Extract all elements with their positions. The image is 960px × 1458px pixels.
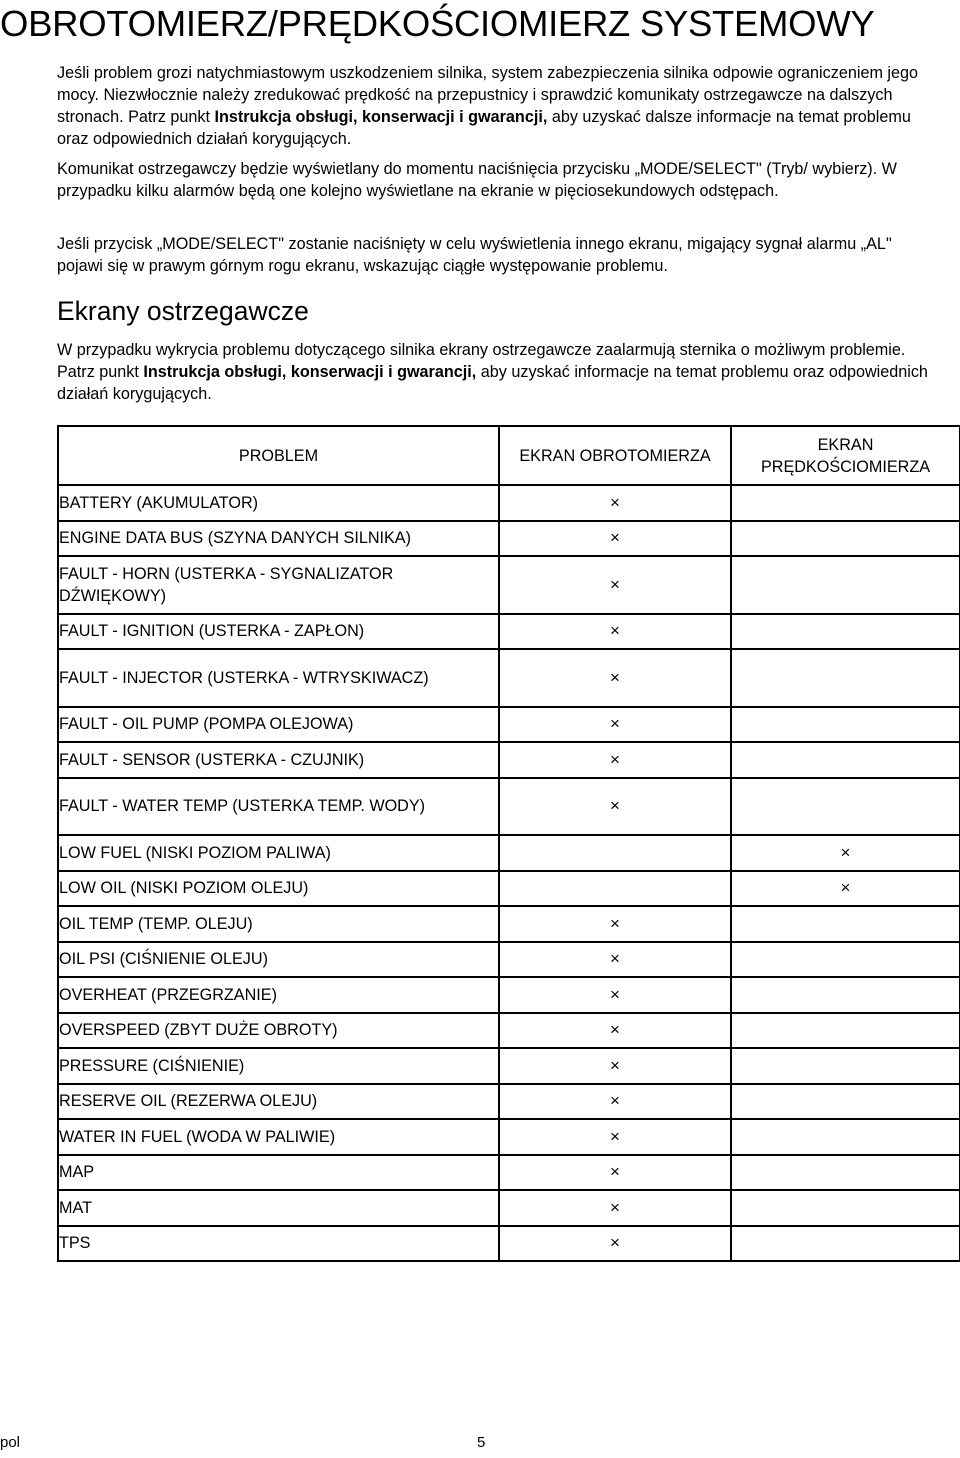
problem-cell: PRESSURE (CIŚNIENIE) bbox=[58, 1048, 499, 1084]
tachometer-mark-cell: × bbox=[499, 707, 731, 743]
table-row bbox=[58, 485, 960, 521]
speedometer-mark-cell bbox=[731, 742, 960, 778]
problem-cell: LOW OIL (NISKI POZIOM OLEJU) bbox=[58, 871, 499, 907]
footer-language: pol bbox=[0, 1434, 21, 1451]
tachometer-mark-cell: × bbox=[499, 1119, 731, 1155]
page-number: 5 bbox=[477, 1434, 486, 1451]
table-header-row bbox=[58, 426, 960, 485]
speedometer-mark-cell bbox=[731, 1084, 960, 1120]
section-paragraph bbox=[57, 339, 937, 405]
section-paragraph-text-b: aby uzyskać informacje na temat problemu oraz odpowiednich działań korygujących. bbox=[57, 363, 928, 403]
tachometer-mark-cell: × bbox=[499, 906, 731, 942]
problem-cell: MAP bbox=[58, 1155, 499, 1191]
tachometer-mark-cell bbox=[499, 835, 731, 871]
tachometer-mark-cell: × bbox=[499, 1155, 731, 1191]
speedometer-mark-cell bbox=[731, 521, 960, 557]
intro-paragraph-3: Jeśli przycisk „MODE/SELECT" zostanie naciśnięty w celu wyświetlenia innego ekranu, migający sygnał alarmu „AL" pojawi się w prawym górnym rogu ekranu, wskazując ciągłe występowanie problemu. bbox=[57, 235, 892, 275]
tachometer-mark-cell: × bbox=[499, 1190, 731, 1226]
page-title: OBROTOMIERZ/PRĘDKOŚCIOMIERZ SYSTEMOWY bbox=[0, 3, 875, 44]
intro-paragraph-1 bbox=[57, 62, 937, 150]
tachometer-mark-cell: × bbox=[499, 521, 731, 557]
tachometer-mark-cell bbox=[499, 871, 731, 907]
speedometer-mark-cell: × bbox=[731, 871, 960, 907]
intro-paragraph-2: Komunikat ostrzegawczy będzie wyświetlany do momentu naciśnięcia przycisku „MODE/SELECT" (Tryb/ wybierz). W przypadku kilku alarmów będą one kolejno wyświetlane na ekranie w pięciosekundowych odstępach. bbox=[57, 160, 897, 200]
table-row bbox=[58, 521, 960, 557]
speedometer-mark-cell bbox=[731, 977, 960, 1013]
table-row bbox=[58, 1013, 960, 1049]
table-row bbox=[58, 1084, 960, 1120]
speedometer-mark-cell bbox=[731, 778, 960, 836]
problem-cell: FAULT - SENSOR (USTERKA - CZUJNIK) bbox=[58, 742, 499, 778]
speedometer-mark-cell bbox=[731, 1226, 960, 1262]
header-tachometer-screen: EKRAN OBROTOMIERZA bbox=[499, 426, 731, 485]
intro-paragraph-1-text-b: aby uzyskać dalsze informacje na temat problemu oraz odpowiednich działań korygujących. bbox=[57, 108, 911, 148]
tachometer-mark-cell: × bbox=[499, 778, 731, 836]
tachometer-mark-cell: × bbox=[499, 649, 731, 707]
speedometer-mark-cell bbox=[731, 1119, 960, 1155]
table-row bbox=[58, 942, 960, 978]
problem-cell: OVERHEAT (PRZEGRZANIE) bbox=[58, 977, 499, 1013]
table-row bbox=[58, 1119, 960, 1155]
problem-cell: FAULT - IGNITION (USTERKA - ZAPŁON) bbox=[58, 614, 499, 650]
table-row bbox=[58, 614, 960, 650]
table-row bbox=[58, 977, 960, 1013]
header-speedometer-screen: EKRAN PRĘDKOŚCIOMIERZA bbox=[731, 426, 960, 485]
problem-cell: LOW FUEL (NISKI POZIOM PALIWA) bbox=[58, 835, 499, 871]
table-row bbox=[58, 906, 960, 942]
problem-cell: ENGINE DATA BUS (SZYNA DANYCH SILNIKA) bbox=[58, 521, 499, 557]
problem-cell: FAULT - HORN (USTERKA - SYGNALIZATOR DŹWIĘKOWY) bbox=[58, 556, 499, 614]
tachometer-mark-cell: × bbox=[499, 1084, 731, 1120]
tachometer-mark-cell: × bbox=[499, 977, 731, 1013]
problem-cell: FAULT - OIL PUMP (POMPA OLEJOWA) bbox=[58, 707, 499, 743]
problem-cell: WATER IN FUEL (WODA W PALIWIE) bbox=[58, 1119, 499, 1155]
tachometer-mark-cell: × bbox=[499, 1226, 731, 1262]
table-row bbox=[58, 649, 960, 707]
tachometer-mark-cell: × bbox=[499, 1013, 731, 1049]
table-row bbox=[58, 1190, 960, 1226]
speedometer-mark-cell bbox=[731, 614, 960, 650]
tachometer-mark-cell: × bbox=[499, 942, 731, 978]
speedometer-mark-cell bbox=[731, 906, 960, 942]
table-row bbox=[58, 1048, 960, 1084]
manual-reference-link-2[interactable]: Instrukcja obsługi, konserwacji i gwarancji, bbox=[143, 363, 477, 381]
speedometer-mark-cell bbox=[731, 556, 960, 614]
tachometer-mark-cell: × bbox=[499, 485, 731, 521]
speedometer-mark-cell: × bbox=[731, 835, 960, 871]
problem-cell: RESERVE OIL (REZERWA OLEJU) bbox=[58, 1084, 499, 1120]
speedometer-mark-cell bbox=[731, 1190, 960, 1226]
speedometer-mark-cell bbox=[731, 649, 960, 707]
speedometer-mark-cell bbox=[731, 1013, 960, 1049]
tachometer-mark-cell: × bbox=[499, 1048, 731, 1084]
table-row bbox=[58, 707, 960, 743]
problem-cell: FAULT - INJECTOR (USTERKA - WTRYSKIWACZ) bbox=[58, 649, 499, 707]
tachometer-mark-cell: × bbox=[499, 556, 731, 614]
warning-screens-table bbox=[57, 425, 960, 1262]
problem-cell: FAULT - WATER TEMP (USTERKA TEMP. WODY) bbox=[58, 778, 499, 836]
speedometer-mark-cell bbox=[731, 1155, 960, 1191]
section-paragraph-text-a: W przypadku wykrycia problemu dotyczącego silnika ekrany ostrzegawcze zaalarmują sternika o możliwym problemie. Patrz punkt bbox=[57, 341, 906, 381]
table-row bbox=[58, 871, 960, 907]
table-row bbox=[58, 1155, 960, 1191]
intro-paragraph-1-text-a: Jeśli problem grozi natychmiastowym uszkodzeniem silnika, system zabezpieczenia silnika odpowie ograniczeniem jego mocy. Niezwłocznie należy zredukować prędkość na przepustnicy i sprawdzić komunikaty ostrzegawcze na dalszych stronach. Patrz punkt bbox=[57, 64, 919, 126]
problem-cell: OIL TEMP (TEMP. OLEJU) bbox=[58, 906, 499, 942]
speedometer-mark-cell bbox=[731, 1048, 960, 1084]
problem-cell: BATTERY (AKUMULATOR) bbox=[58, 485, 499, 521]
table-row bbox=[58, 835, 960, 871]
problem-cell: MAT bbox=[58, 1190, 499, 1226]
table-row bbox=[58, 778, 960, 836]
speedometer-mark-cell bbox=[731, 485, 960, 521]
problem-cell: OIL PSI (CIŚNIENIE OLEJU) bbox=[58, 942, 499, 978]
table-row bbox=[58, 1226, 960, 1262]
table-row bbox=[58, 556, 960, 614]
problem-cell: TPS bbox=[58, 1226, 499, 1262]
table-body bbox=[58, 485, 960, 1261]
speedometer-mark-cell bbox=[731, 942, 960, 978]
tachometer-mark-cell: × bbox=[499, 742, 731, 778]
tachometer-mark-cell: × bbox=[499, 614, 731, 650]
problem-cell: OVERSPEED (ZBYT DUŻE OBROTY) bbox=[58, 1013, 499, 1049]
table-row bbox=[58, 742, 960, 778]
manual-reference-link[interactable]: Instrukcja obsługi, konserwacji i gwarancji, bbox=[214, 108, 548, 126]
section-heading: Ekrany ostrzegawcze bbox=[57, 296, 309, 326]
header-problem: PROBLEM bbox=[58, 426, 499, 485]
speedometer-mark-cell bbox=[731, 707, 960, 743]
